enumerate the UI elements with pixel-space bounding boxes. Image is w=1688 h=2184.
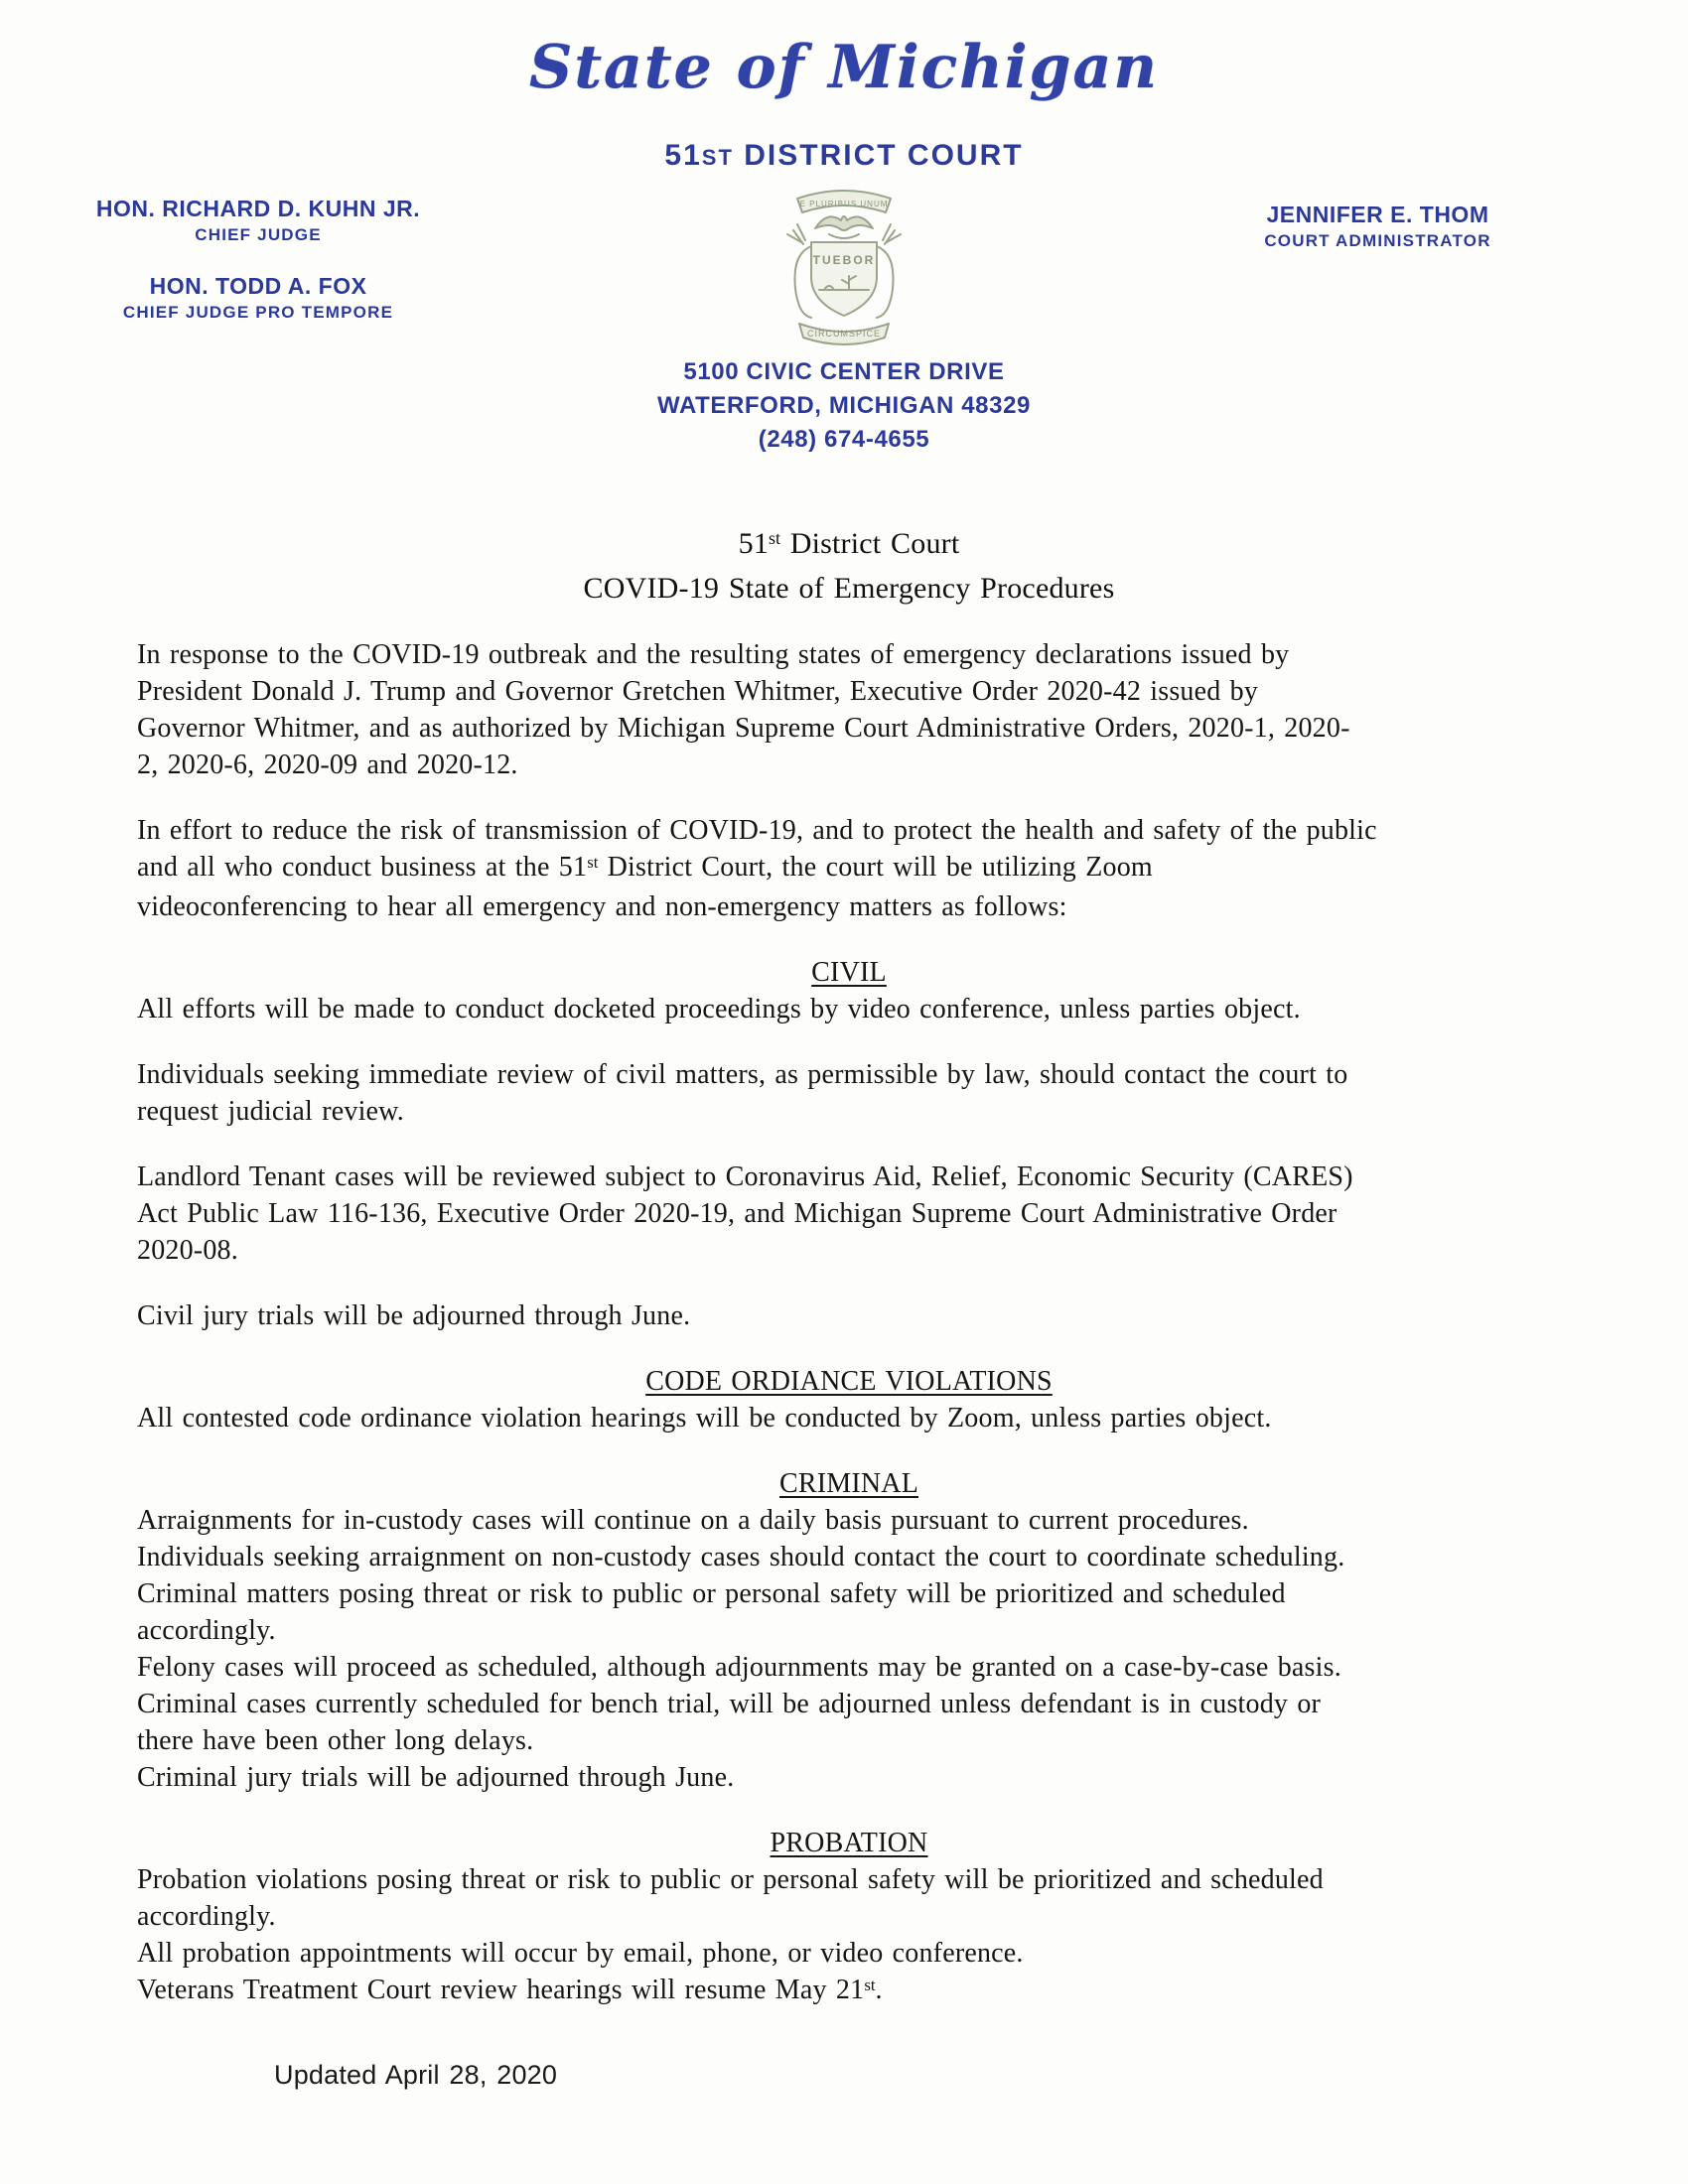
official-chief-judge-pro-tempore [70,272,447,324]
criminal-paragraph: Arraignments for in-custody cases will continue on a daily basis pursuant to current procedures. Individuals seeking arraignment on non-custody cases should contact the court to coordinate scheduling. Criminal matters posing threat or risk to public or personal safety will be prioritized and scheduled accordingly. Felony cases will proceed as scheduled, although adjournments may be granted on a case-by-case basis. Criminal cases currently scheduled for bench trial, will be adjourned unless defendant is in custody or there have been other long delays. Criminal jury trials will be adjourned through June. [137,1505,1345,1793]
title-court-number: 51 [738,527,770,560]
civil-paragraph-3: Landlord Tenant cases will be reviewed subject to Coronavirus Aid, Relief, Economic Security (CARES) Act Public Law 116-136, Executive Order 2020-19, and Michigan Supreme Court Administrative Order 2020-08. [137,1161,1353,1266]
intro-paragraph-2 [137,812,1561,925]
official-name: JENNIFER E. THOM [1266,202,1489,227]
official-chief-judge [70,195,447,246]
address-city: WATERFORD, MICHIGAN 48329 [657,392,1031,419]
probation-veterans-line [137,1972,1561,2011]
seal-motto-top: E PLURIBUS UNUM [799,200,889,208]
intro2-line2-sup: st [587,852,599,872]
veterans-line-post: . [875,1975,883,2005]
intro-paragraph-1: In response to the COVID-19 outbreak and the resulting states of emergency declarations issued by President Donald J. Trump and Governor Gretchen Whitmer, Executive Order 2020-42 issued by Governor Whitmer, and as authorized by Michigan Supreme Court Administrative Orders, 2020-1, 2020- 2, 2020-6, 2020-09 and 2020-12. [137,639,1350,780]
letterhead [0,0,1688,472]
district-court-number: 51 [664,139,702,172]
intro2-line2 [137,849,1561,888]
official-title: CHIEF JUDGE [195,225,322,244]
code-paragraph-1: All contested code ordinance violation hearings will be conducted by Zoom, unless parties object. [137,1403,1272,1433]
veterans-line-pre: Veterans Treatment Court review hearings will resume May 21 [137,1975,865,2005]
address-phone: (248) 674-4655 [758,426,930,453]
official-title: CHIEF JUDGE PRO TEMPORE [122,303,394,322]
section-heading-criminal: CRIMINAL [778,1468,919,1499]
officials-left-block [70,195,447,349]
document-title-line2: COVID-19 State of Emergency Procedures [583,572,1115,605]
address-street: 5100 CIVIC CENTER DRIVE [683,358,1005,385]
district-court-ordinal: ST [701,145,734,170]
civil-paragraph-1: All efforts will be made to conduct docketed proceedings by video conference, unless parties object. [137,994,1301,1024]
official-title: COURT ADMINISTRATOR [1264,231,1491,250]
seal-shield-word: TUEBOR [812,253,876,267]
section-heading-code-ordinance-violations: CODE ORDIANCE VIOLATIONS [645,1366,1053,1397]
section-heading-probation: PROBATION [770,1828,928,1858]
civil-paragraph-4: Civil jury trials will be adjourned through June. [137,1300,691,1331]
intro2-line2-post: District Court, the court will be utilizing Zoom [598,852,1153,883]
title-court-name: District Court [780,527,960,560]
title-court-ordinal: st [769,528,781,548]
probation-lines: Probation violations posing threat or risk to public or personal safety will be prioritized and scheduled accordingly. All probation appointments will occur by email, phone, or video conference. [137,1864,1324,1969]
intro2-line1: In effort to reduce the risk of transmission of COVID-19, and to protect the health and safety of the public [137,815,1377,846]
intro2-line2-pre: and all who conduct business at the 51 [137,852,588,883]
section-heading-civil: CIVIL [811,957,887,988]
officials-right-block [1206,201,1549,278]
civil-paragraph-2: Individuals seeking immediate review of civil matters, as permissible by law, should contact the court to request judicial review. [137,1059,1348,1127]
document-title [137,523,1561,609]
probation-paragraph [137,1861,1561,2011]
official-name: HON. TODD A. FOX [149,273,367,299]
seal-motto-bottom: CIRCUMSPICE [806,329,882,339]
official-court-administrator [1206,201,1549,252]
district-court-title [0,139,1688,173]
district-court-label: DISTRICT COURT [733,139,1024,172]
state-of-michigan-title: State of Michigan [528,33,1160,102]
official-name: HON. RICHARD D. KUHN JR. [95,196,421,221]
updated-date: Updated April 28, 2020 [274,2060,558,2090]
document-body [0,523,1688,2094]
document-title-line1 [137,523,1561,568]
veterans-line-sup: st [864,1975,876,1994]
intro2-line3: videoconferencing to hear all emergency and non-emergency matters as follows: [137,891,1067,922]
michigan-state-seal-icon [770,173,918,358]
court-address-block [0,355,1688,457]
